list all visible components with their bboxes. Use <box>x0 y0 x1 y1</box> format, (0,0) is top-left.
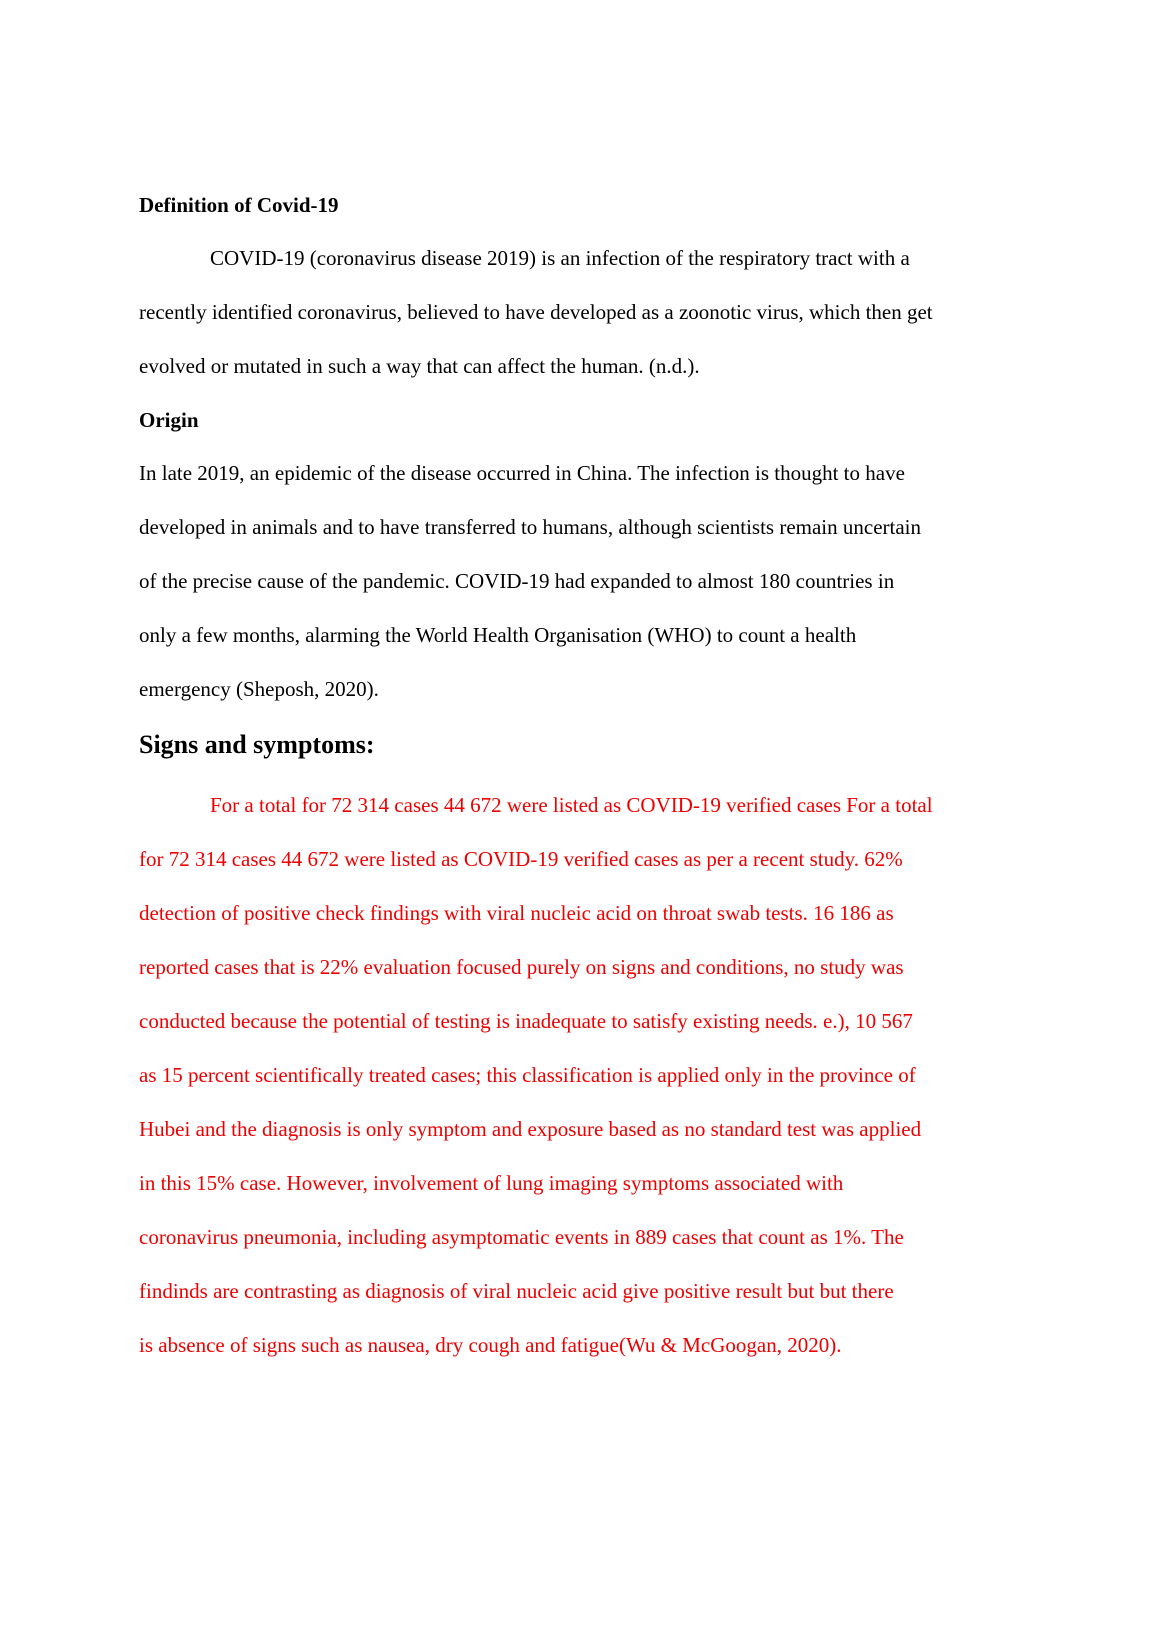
signs-line-4: reported cases that is 22% evaluation focused purely on signs and conditions, no study was <box>139 955 904 979</box>
signs-line-8: in this 15% case. However, involvement of lung imaging symptoms associated with <box>139 1171 844 1195</box>
heading-signs-and-symptoms: Signs and symptoms: <box>139 730 375 759</box>
origin-line-4: only a few months, alarming the World Health Organisation (WHO) to count a health <box>139 623 857 647</box>
signs-line-6: as 15 percent scientifically treated cases; this classification is applied only in the province of <box>139 1063 916 1087</box>
definition-line-2: recently identified coronavirus, believed to have developed as a zoonotic virus, which then get <box>139 300 933 324</box>
signs-line-10: findinds are contrasting as diagnosis of viral nucleic acid give positive result but but there <box>139 1279 894 1303</box>
signs-line-3: detection of positive check findings with viral nucleic acid on throat swab tests. 16 186 as <box>139 901 894 925</box>
definition-line-1: COVID-19 (coronavirus disease 2019) is an infection of the respiratory tract with a <box>210 246 910 270</box>
heading-origin: Origin <box>139 408 199 432</box>
origin-line-1: In late 2019, an epidemic of the disease occurred in China. The infection is thought to have <box>139 461 905 485</box>
signs-line-2: for 72 314 cases 44 672 were listed as COVID-19 verified cases as per a recent study. 62% <box>139 847 903 871</box>
signs-line-5: conducted because the potential of testing is inadequate to satisfy existing needs. e.), 10 567 <box>139 1009 913 1033</box>
origin-line-3: of the precise cause of the pandemic. COVID-19 had expanded to almost 180 countries in <box>139 569 895 593</box>
heading-definition: Definition of Covid-19 <box>139 193 339 217</box>
signs-line-1: For a total for 72 314 cases 44 672 were listed as COVID-19 verified cases For a total <box>210 793 933 817</box>
origin-line-2: developed in animals and to have transferred to humans, although scientists remain uncertain <box>139 515 922 539</box>
definition-line-3: evolved or mutated in such a way that can affect the human. (n.d.). <box>139 354 700 378</box>
signs-line-11: is absence of signs such as nausea, dry cough and fatigue(Wu & McGoogan, 2020). <box>139 1333 842 1357</box>
signs-line-9: coronavirus pneumonia, including asymptomatic events in 889 cases that count as 1%. The <box>139 1225 904 1249</box>
origin-line-5: emergency (Sheposh, 2020). <box>139 677 379 701</box>
signs-line-7: Hubei and the diagnosis is only symptom and exposure based as no standard test was applied <box>139 1117 922 1141</box>
